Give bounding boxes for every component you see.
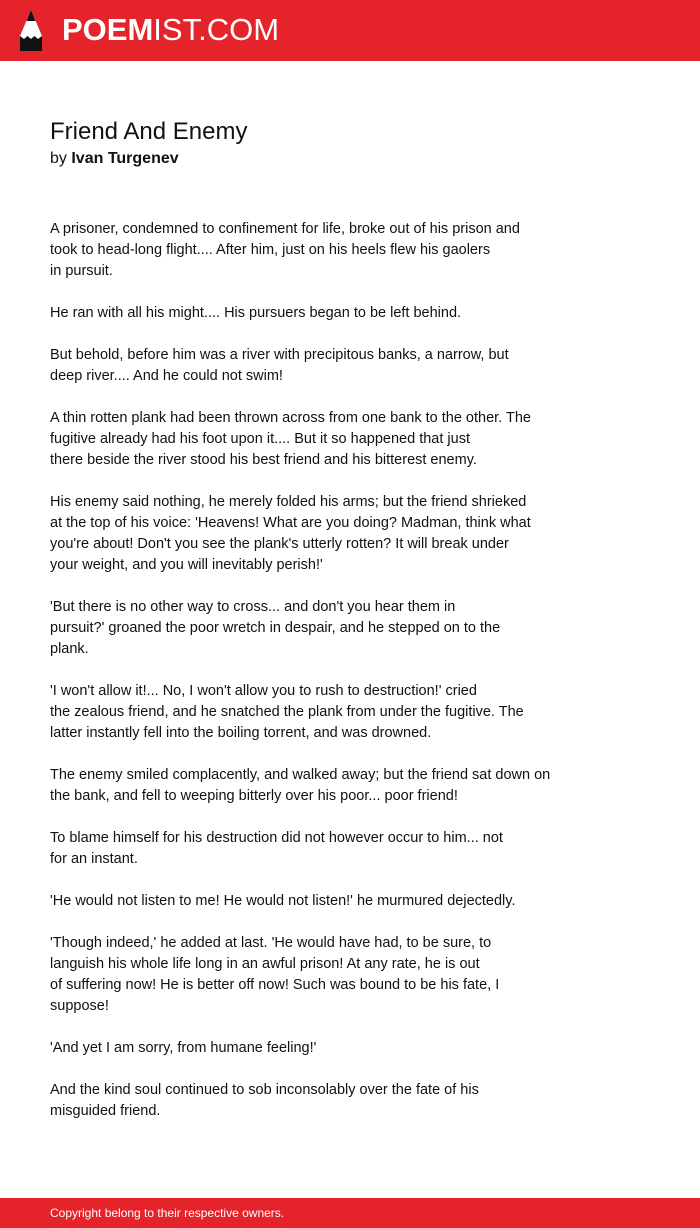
poem-stanza xyxy=(50,828,610,870)
brand-light: IST.COM xyxy=(153,12,280,47)
poem-stanza xyxy=(50,933,610,1017)
site-footer xyxy=(0,1198,700,1228)
poem-stanza xyxy=(50,1038,610,1059)
poem-line: 'Though indeed,' he added at last. 'He would have had, to be sure, to xyxy=(50,935,492,951)
poem-stanza xyxy=(50,303,610,324)
poem-stanza xyxy=(50,1080,610,1122)
poem-line: The enemy smiled complacently, and walked away; but the friend sat down on xyxy=(50,767,551,783)
poem-line: A thin rotten plank had been thrown across from one bank to the other. The xyxy=(50,410,531,426)
site-header xyxy=(0,0,700,61)
poem-line: 'But there is no other way to cross... and don't you hear them in xyxy=(50,599,456,615)
poem-stanza xyxy=(50,492,610,576)
poem-stanza xyxy=(50,597,610,660)
poem-line: A prisoner, condemned to confinement for life, broke out of his prison and xyxy=(50,221,520,237)
copyright-notice: Copyright belong to their respective owners. xyxy=(50,1206,285,1220)
author-name: Ivan Turgenev xyxy=(71,150,179,167)
poem-stanza xyxy=(50,408,610,471)
poem-stanza xyxy=(50,681,610,744)
site-logo-text[interactable] xyxy=(62,12,279,48)
poem-line: for an instant. xyxy=(50,851,138,867)
poem-stanza xyxy=(50,345,610,387)
by-label: by xyxy=(50,150,67,167)
poem-line: in pursuit. xyxy=(50,263,113,279)
poem-stanza xyxy=(50,219,610,282)
poem-line: there beside the river stood his best friend and his bitterest enemy. xyxy=(50,452,477,468)
poem-line: To blame himself for his destruction did not however occur to him... not xyxy=(50,830,503,846)
poem-line: fugitive already had his foot upon it.... But it so happened that just xyxy=(50,431,470,447)
poem-line: 'He would not listen to me! He would not listen!' he murmured dejectedly. xyxy=(50,893,516,909)
poem-line: plank. xyxy=(50,641,89,657)
poem-line: deep river.... And he could not swim! xyxy=(50,368,283,384)
poem-line: latter instantly fell into the boiling torrent, and was drowned. xyxy=(50,725,432,741)
poem-line: at the top of his voice: 'Heavens! What are you doing? Madman, think what xyxy=(50,515,531,531)
poem-line: languish his whole life long in an awful prison! At any rate, he is out xyxy=(50,956,480,972)
poem-line: the bank, and fell to weeping bitterly over his poor... poor friend! xyxy=(50,788,458,804)
poem-line: His enemy said nothing, he merely folded his arms; but the friend shrieked xyxy=(50,494,527,510)
poem-line: misguided friend. xyxy=(50,1103,161,1119)
poem-line: pursuit?' groaned the poor wretch in despair, and he stepped on to the xyxy=(50,620,501,636)
poem-line: of suffering now! He is better off now! Such was bound to be his fate, I xyxy=(50,977,500,993)
poem-title: Friend And Enemy xyxy=(50,118,248,145)
pencil-tip-icon[interactable] xyxy=(18,10,44,51)
poem-stanza xyxy=(50,891,610,912)
poem-line: He ran with all his might.... His pursuers began to be left behind. xyxy=(50,305,462,321)
poem-line: suppose! xyxy=(50,998,109,1014)
poem-line: the zealous friend, and he snatched the plank from under the fugitive. The xyxy=(50,704,524,720)
brand-bold: POEM xyxy=(62,12,154,47)
poem-line: 'And yet I am sorry, from humane feeling!' xyxy=(50,1040,317,1056)
poem-line: But behold, before him was a river with precipitous banks, a narrow, but xyxy=(50,347,509,363)
poem-stanza xyxy=(50,765,610,807)
poem-line: you're about! Don't you see the plank's utterly rotten? It will break under xyxy=(50,536,509,552)
poem-line: 'I won't allow it!... No, I won't allow you to rush to destruction!' cried xyxy=(50,683,477,699)
poem-body xyxy=(50,219,610,1143)
poem-line: took to head-long flight.... After him, just on his heels flew his gaolers xyxy=(50,242,491,258)
poem-line: And the kind soul continued to sob inconsolably over the fate of his xyxy=(50,1082,479,1098)
poem-line: your weight, and you will inevitably perish!' xyxy=(50,557,323,573)
byline xyxy=(50,149,179,169)
